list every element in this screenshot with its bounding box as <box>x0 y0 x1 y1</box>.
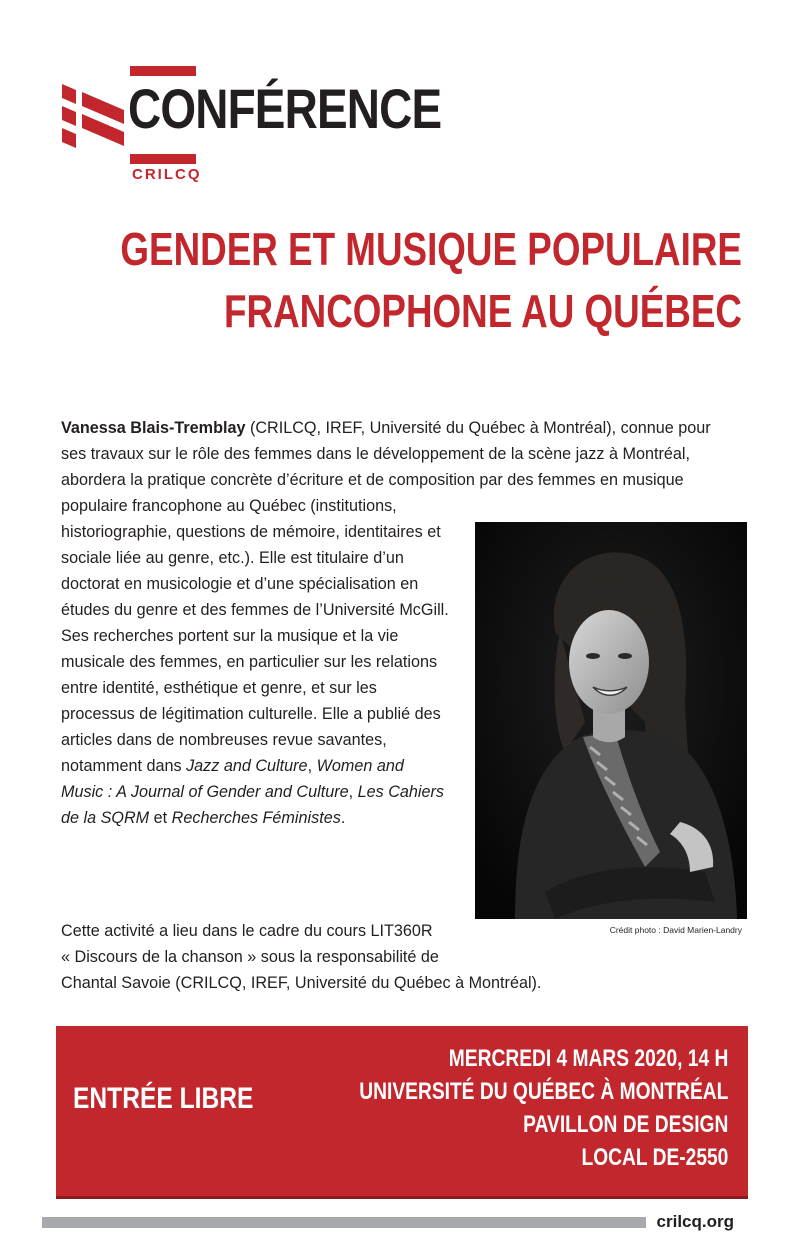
body-line: processus de légitimation culturelle. Elle a publié des <box>61 705 441 723</box>
footer-bar <box>42 1217 646 1228</box>
logo-wordmark: CONFÉRENCE <box>128 77 442 140</box>
event-info <box>359 1042 728 1174</box>
course-line: Cette activité a lieu dans le cadre du cours LIT360R <box>61 922 433 940</box>
body-line: doctorat en musicologie et d’une spécialisation en <box>61 575 419 593</box>
logo-org: CRILCQ <box>132 166 202 183</box>
body-line: Ses recherches portent sur la musique et la vie <box>61 627 399 645</box>
body-line: notamment dans Jazz and Culture, Women and <box>61 757 404 775</box>
body-line: populaire francophone au Québec (institutions, <box>61 497 397 515</box>
event-title <box>120 218 742 342</box>
event-venue: UNIVERSITÉ DU QUÉBEC À MONTRÉAL <box>358 1078 728 1105</box>
body-line: abordera la pratique concrète d’écriture et de composition par des femmes en musique <box>61 471 684 489</box>
body-line: articles dans de nombreuses revue savantes, <box>61 731 387 749</box>
speaker-portrait-graphic <box>475 522 747 919</box>
course-line: « Discours de la chanson » sous la responsabilité de <box>61 948 439 966</box>
body-line: entre identité, esthétique et genre, et sur les <box>61 679 377 697</box>
body-line: études du genre et des femmes de l’Université McGill. <box>61 601 449 619</box>
body-line: Music : A Journal of Gender and Culture, Les Cahiers <box>61 783 445 801</box>
title-line-2: FRANCOPHONE AU QUÉBEC <box>224 285 742 337</box>
body-line: ses travaux sur le rôle des femmes dans le développement de la scène jazz à Montréal, <box>61 445 690 463</box>
journal-title: Jazz and Culture <box>186 757 308 775</box>
body-line: musicale des femmes, en particulier sur les relations <box>61 653 438 671</box>
course-info <box>61 918 542 996</box>
website-link[interactable]: crilcq.org <box>656 1212 734 1231</box>
body-line: sociale liée au genre, etc.). Elle est titulaire d’un <box>61 549 404 567</box>
journal-title: Women and <box>316 757 404 775</box>
journal-title: Les Cahiers <box>357 783 445 801</box>
speaker-photo <box>475 522 747 919</box>
speaker-name: Vanessa Blais-Tremblay <box>61 419 246 437</box>
body-line: Vanessa Blais-Tremblay (CRILCQ, IREF, Université du Québec à Montréal), connue pour <box>61 419 711 437</box>
journal-title: Music : A Journal of Gender and Culture <box>61 783 349 801</box>
event-date: MERCREDI 4 MARS 2020, 14 H <box>448 1045 728 1072</box>
conference-logo <box>62 66 462 186</box>
title-line-1: GENDER ET MUSIQUE POPULAIRE <box>120 223 742 275</box>
course-line: Chantal Savoie (CRILCQ, IREF, Université du Québec à Montréal). <box>61 974 542 992</box>
event-details-band <box>56 1026 748 1198</box>
photo-credit: Crédit photo : David Marien-Landry <box>609 925 742 935</box>
event-room: LOCAL DE-2550 <box>581 1144 728 1171</box>
body-line: de la SQRM et Recherches Féministes. <box>61 809 346 827</box>
body-line: historiographie, questions de mémoire, identitaires et <box>61 523 441 541</box>
free-entry-label: ENTRÉE LIBRE <box>73 1082 254 1115</box>
band-shadow <box>56 1196 748 1199</box>
journal-title: de la SQRM <box>61 809 150 827</box>
event-building: PAVILLON DE DESIGN <box>522 1111 728 1138</box>
journal-title: Recherches Féministes <box>171 809 341 827</box>
